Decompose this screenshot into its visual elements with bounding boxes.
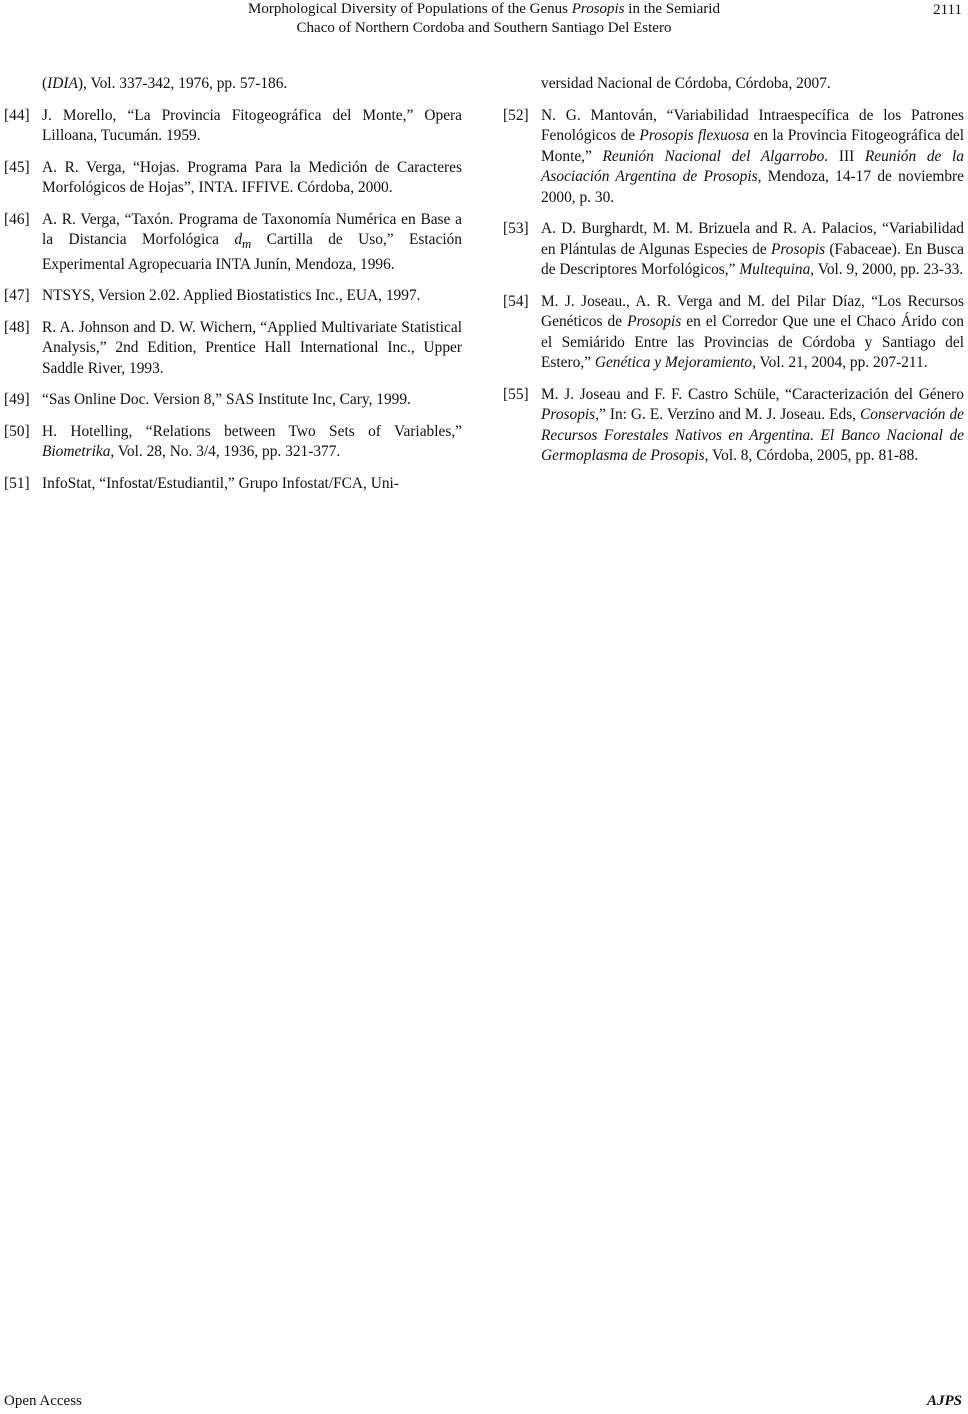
reference-text: , Vol. 9, 2000, pp. 23-33. [810,261,964,278]
reference-text: A. D. Burghardt, M. M. Brizuela and R. A. Palacios, “Variabilidad en Plántulas de Algunas Especies de [541,220,964,258]
title-text: in the Semiarid [624,1,720,17]
running-title-line1 [0,0,968,19]
reference-number: [51] [4,474,30,492]
genus-name: Prosopis [541,406,596,423]
conference-name: Reunión Nacional del Algarrobo. [602,147,829,165]
subscript: m [242,237,252,252]
journal-name: Genética y Mejoramiento [594,354,753,371]
left-column [4,74,462,505]
reference-text: , Vol. 21, 2004, pp. 207-211. [752,354,928,371]
reference-text: M. J. Joseau., A. R. Verga and M. del Pilar Díaz, “Los Recursos Genéticos de [541,292,964,330]
journal-name: Multequina [739,261,811,278]
symbol: d [234,231,243,248]
reference-number: [50] [4,422,30,440]
reference-text: III [828,147,865,165]
reference-text: H. Hotelling, “Relations between Two Sets of Variables,” [42,422,462,440]
reference-text: “Sas Online Doc. Version 8,” SAS Institute Inc, Cary, 1999. [42,391,411,409]
reference-number: [44] [4,106,30,124]
journal-name: Biometrika [42,443,111,461]
reference-text: N. G. Mantován, “Variabilidad Intraespecífica de los Patrones Fenológicos de [541,106,964,144]
text: ), Vol. 337-342, 1976, pp. 57-186. [77,75,288,92]
reference-text: InfoStat, “Infostat/Estudiantil,” Grupo Infostat/FCA, Uni- [42,474,399,492]
reference-number: [53] [503,220,529,237]
reference-number: [55] [503,385,529,403]
reference-text: , Mendoza, 14-17 de noviembre 2000, p. 30. [541,168,964,206]
reference-number: [46] [4,210,30,228]
reference-number: [49] [4,391,30,409]
reference-text: en la Provincia Fitogeográfica del Monte,” [541,127,964,165]
species-name: Prosopis flexuosa [639,127,750,144]
reference-text: R. A. Johnson and D. W. Wichern, “Applied Multivariate Statistical Analysis,” 2nd Edition, Prentice Hall International Inc., Upper Saddle River, 1993. [42,318,462,377]
reference-45 [4,158,462,199]
reference-46 [4,210,462,276]
reference-text: A. R. Verga, “Hojas. Programa Para la Medición de Caracteres Morfológicos de Hojas”, INTA. IFFIVE. Córdoba, 2000. [42,158,462,196]
reference-50 [4,422,462,463]
conference-name: Reunión de la Asociación Argentina de Prosopis [541,147,964,185]
reference-48 [4,318,462,380]
right-column [503,74,964,478]
running-title-line2: Chaco of Northern Cordoba and Southern Santiago Del Estero [296,20,672,36]
title-genus: Prosopis [571,1,625,17]
reference-49 [4,390,462,411]
reference-number: [54] [503,292,529,310]
reference-text: M. J. Joseau and F. F. Castro Schüle, “Caracterización del Género [541,385,964,403]
reference-text: J. Morello, “La Provincia Fitogeográfica del Monte,” Opera Lilloana, Tucumán. 1959. [42,106,462,144]
text: ( [42,75,48,92]
genus-name: Prosopis [770,240,826,258]
reference-text: , Vol. 8, Córdoba, 2005, pp. 81-88. [704,447,919,464]
reference-44 [4,106,462,147]
reference-text: ,” In: G. E. Verzino and M. J. Joseau. Eds, [595,406,860,423]
title-text: Morphological Diversity of Populations of the Genus [248,1,572,17]
reference-number: [47] [4,287,30,305]
running-header [0,0,968,48]
reference-text: , Vol. 28, No. 3/4, 1936, pp. 321-377. [110,443,341,461]
reference-number: [45] [4,158,30,176]
genus-name: Prosopis [627,313,682,330]
reference-53 [503,219,964,281]
reference-number: [48] [4,318,30,336]
reference-54 [503,292,964,374]
reference-continuation [4,74,462,95]
reference-55 [503,385,964,467]
reference-52 [503,106,964,209]
reference-continuation: versidad Nacional de Córdoba, Córdoba, 2007. [541,75,831,92]
reference-text: en el Corredor Que une el Chaco Árido con el Semiárido Entre las Provincias de Córdoba y Santiago del Estero,” [541,313,964,371]
journal-name: IDIA [47,75,78,92]
reference-text: (Fabaceae). En Busca de Descriptores Morfológicos,” [541,240,964,278]
book-title: Conservación de Recursos Forestales Nativos en Argentina. El Banco Nacional de Germoplasma de Prosopis [541,406,965,464]
reference-47 [4,286,462,307]
reference-text: A. R. Verga, “Taxón. Programa de Taxonomía Numérica en Base a la Distancia Morfológica [42,210,462,248]
running-title [0,0,968,38]
reference-51 [4,474,462,495]
reference-text: NTSYS, Version 2.02. Applied Biostatistics Inc., EUA, 1997. [42,287,421,305]
reference-text: Cartilla de Uso,” Estación Experimental Agropecuaria INTA Junín, Mendoza, 1996. [42,231,462,273]
footer-journal-abbrev: AJPS [926,1393,962,1409]
page-number: 2111 [933,2,962,18]
footer-open-access: Open Access [4,1393,82,1409]
reference-number: [52] [503,106,529,124]
